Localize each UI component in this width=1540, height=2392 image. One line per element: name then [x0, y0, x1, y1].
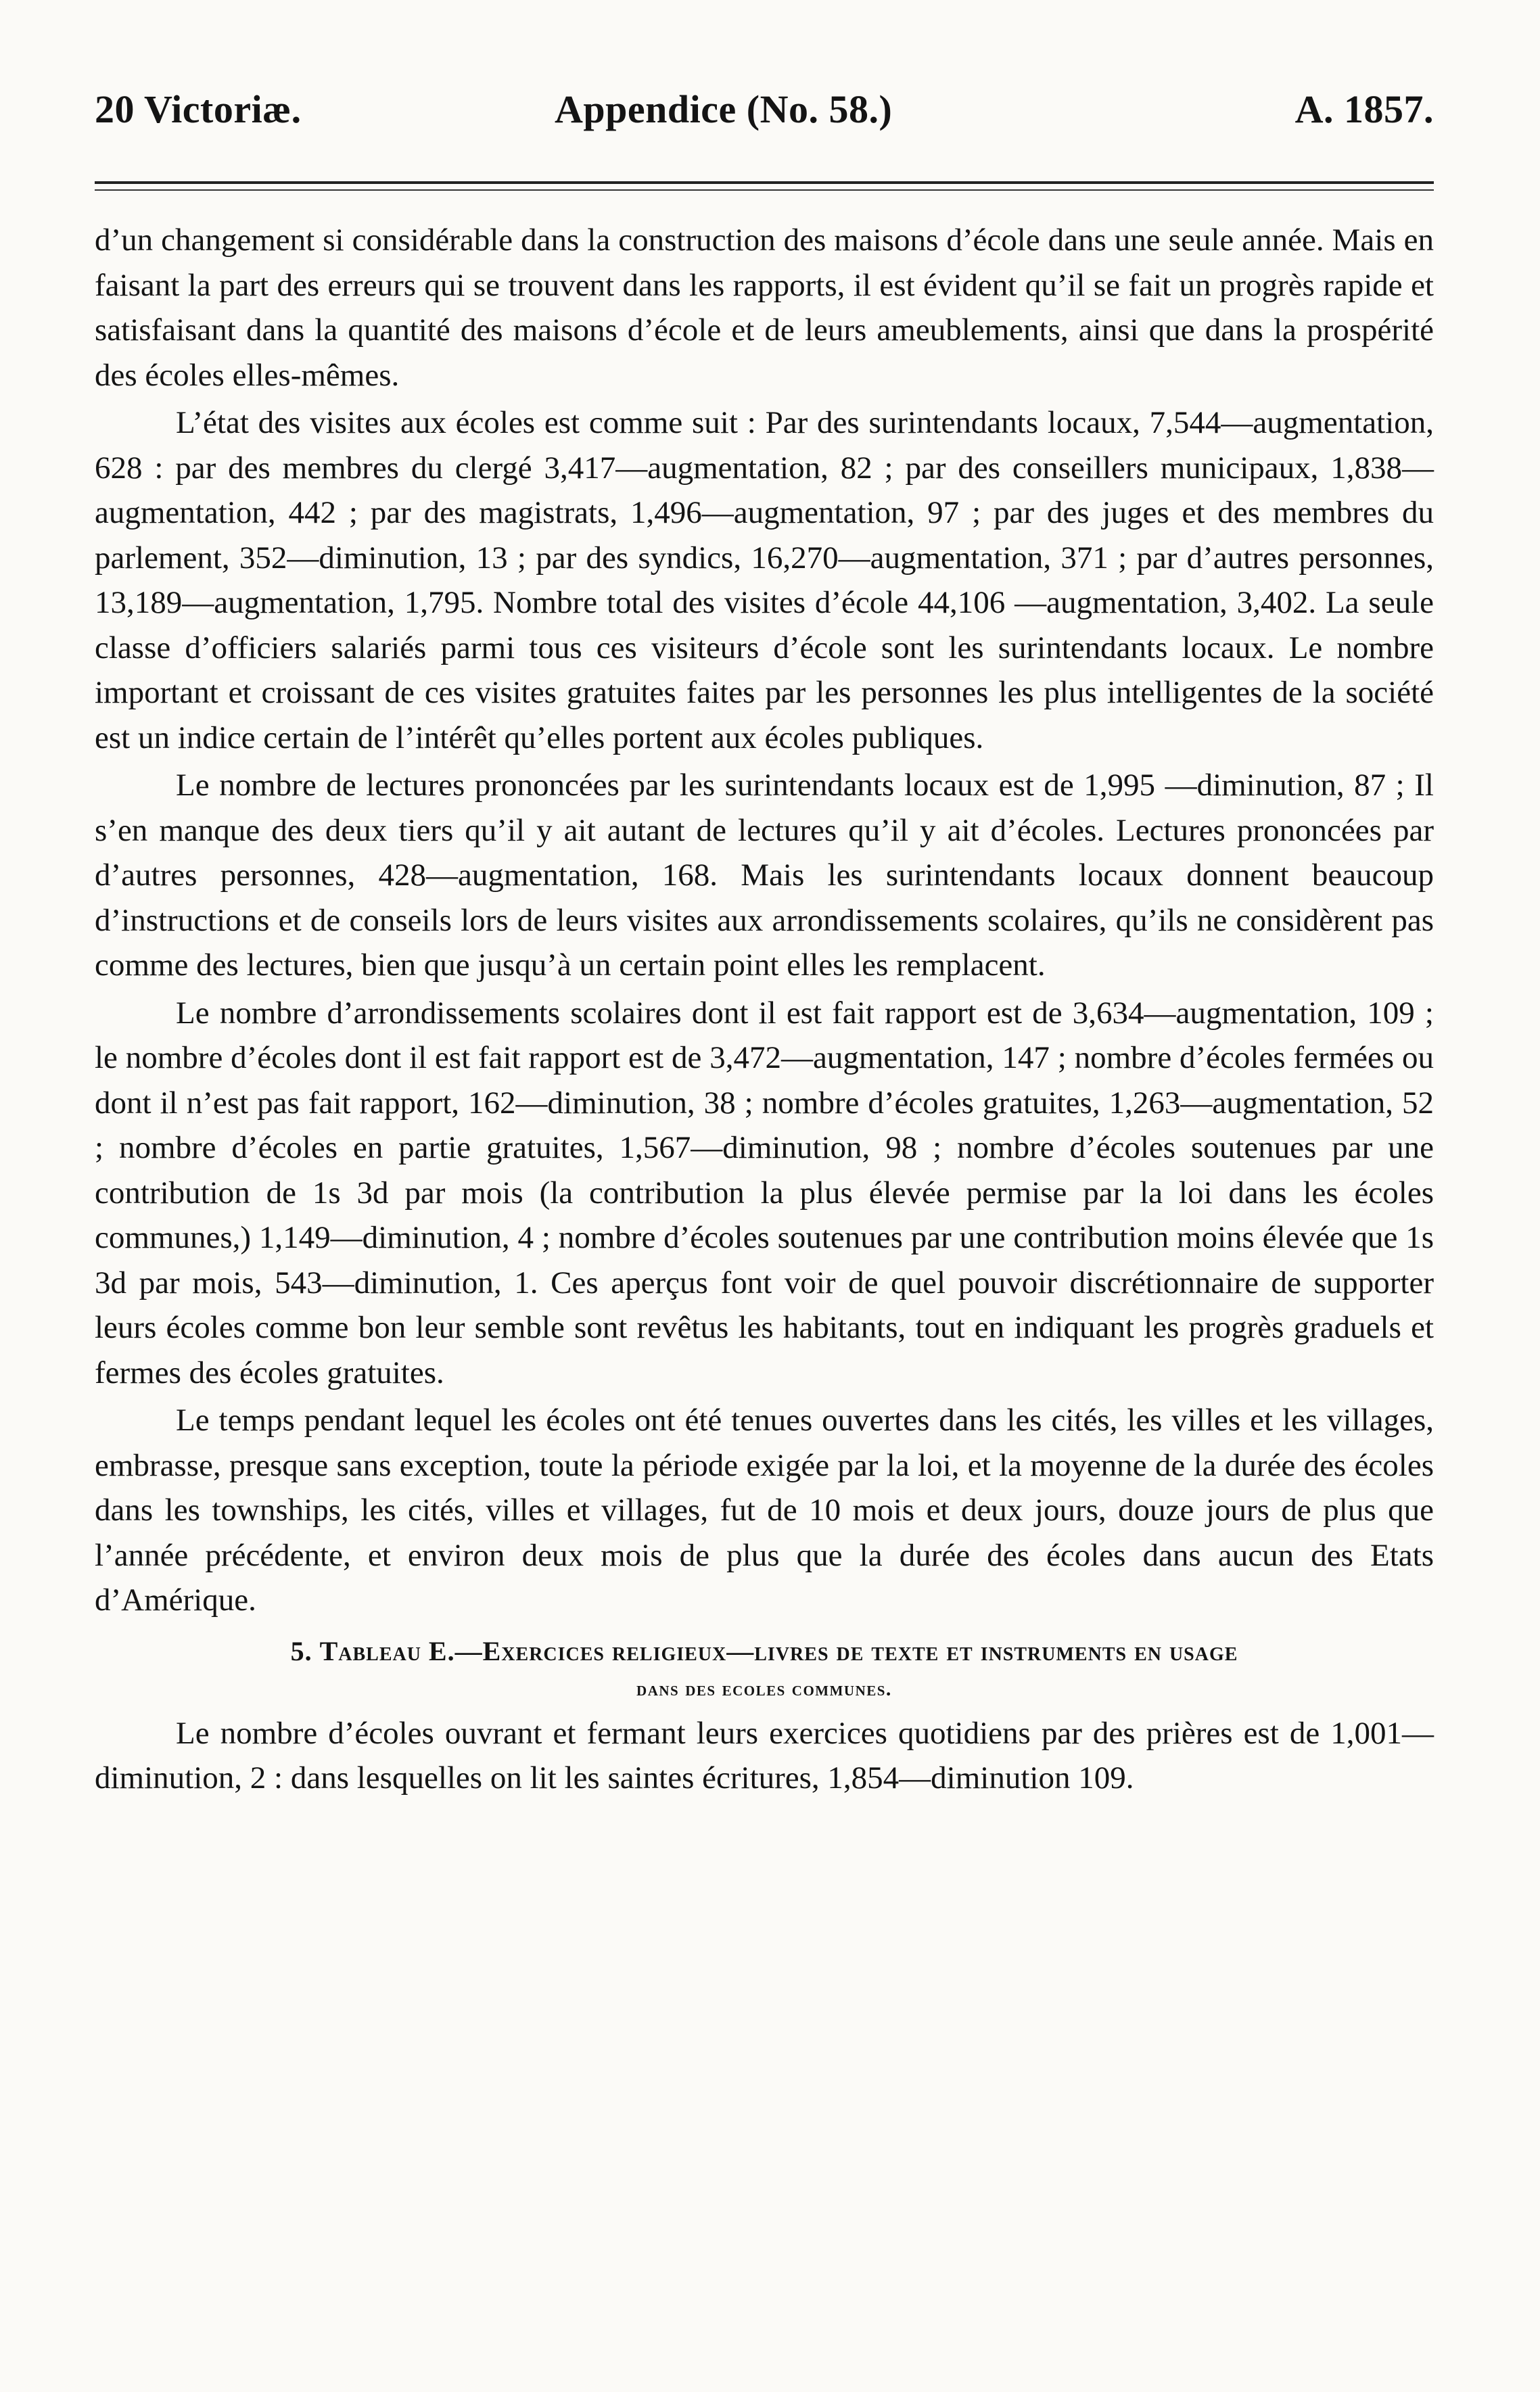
header-rule-thick: [95, 181, 1434, 184]
paragraph-visits: L’état des visites aux écoles est comme suit : Par des surintendants locaux, 7,544—augmentation, 628 : par des membres du clergé 3,417—augmentation, 82 ; par des conseillers municipaux, 1,838—augmentation, 442 ; par des magistrats, 1,496—augmentation, 97 ; par des juges et des membres du parlement, 352—diminution, 13 ; par des syndics, 16,270—augmentation, 371 ; par d’autres personnes, 13,189—augmentation, 1,795. Nombre total des visites d’école 44,106 —augmentation, 3,402. La seule classe d’officiers salariés parmi tous ces visiteurs d’école sont les surintendants locaux. Le nombre important et croissant de ces visites gratuites faites par les personnes les plus intelligentes de la société est un indice certain de l’intérêt qu’elles portent aux écoles publiques.: [95, 405, 1434, 755]
running-header: [95, 87, 1434, 147]
section-title: Tableau E.—Exercices religieux—livres de texte et instruments en usage: [319, 1635, 1238, 1666]
section-number: 5.: [290, 1635, 312, 1666]
header-year: A. 1857.: [1294, 87, 1434, 131]
header-appendix: Appendice (No. 58.): [555, 87, 893, 131]
section-heading: [95, 1633, 1434, 1708]
paragraph-school-time: Le temps pendant lequel les écoles ont été tenues ouvertes dans les cités, les villes et les villages, embrasse, presque sans exception, toute la période exigée par la loi, et la moyenne de la durée des écoles dans les townships, les cités, villes et villages, fut de 10 mois et deux jours, douze jours de plus que l’année précédente, et environ deux mois de plus que la durée des écoles dans aucun des Etats d’Amérique.: [95, 1403, 1434, 1618]
body-text: [95, 218, 1434, 1801]
paragraph-prayers: Le nombre d’écoles ouvrant et fermant leurs exercices quotidiens par des prières est de 1,001—diminution, 2 : dans lesquelles on lit les saintes écritures, 1,854—diminution 109.: [95, 1715, 1434, 1796]
section-subtitle: dans des ecoles communes.: [636, 1677, 892, 1700]
header-rule-thin: [95, 189, 1434, 191]
paragraph-continuation: d’un changement si considérable dans la construction des maisons d’école dans une seule année. Mais en faisant la part des erreurs qui se trouvent dans les rapports, il est évident qu’il se fait un progrès rapide et satisfaisant dans la quantité des maisons d’école et de leurs ameublements, ainsi que dans la prospérité des écoles elles-mêmes.: [95, 222, 1434, 393]
header-session: 20 Victoriæ.: [95, 87, 302, 131]
paragraph-lectures: Le nombre de lectures prononcées par les surintendants locaux est de 1,995 —diminution, 87 ; Il s’en manque des deux tiers qu’il y ait autant de lectures qu’il y ait d’écoles. Lectures prononcées par d’autres personnes, 428—augmentation, 168. Mais les surintendants locaux donnent beaucoup d’instructions et de conseils lors de leurs visites aux arrondissements scolaires, qu’ils ne considèrent pas comme des lectures, bien que jusqu’à un certain point elles les remplacent.: [95, 768, 1434, 983]
paragraph-districts: Le nombre d’arrondissements scolaires dont il est fait rapport est de 3,634—augmentation, 109 ; le nombre d’écoles dont il est fait rapport est de 3,472—augmentation, 147 ; nombre d’écoles fermées ou dont il n’est pas fait rapport, 162—diminution, 38 ; nombre d’écoles gratuites, 1,263—augmentation, 52 ; nombre d’écoles en partie gratuites, 1,567—diminution, 98 ; nombre d’écoles soutenues par une contribution de 1s 3d par mois (la contribution la plus élevée permise par la loi dans les écoles communes,) 1,149—diminution, 4 ; nombre d’écoles soutenues par une contribution moins élevée que 1s 3d par mois, 543—diminution, 1. Ces aperçus font voir de quel pouvoir discrétionnaire de supporter leurs écoles comme bon leur semble sont revêtus les habitants, tout en indiquant les progrès graduels et fermes des écoles gratuites.: [95, 995, 1434, 1390]
